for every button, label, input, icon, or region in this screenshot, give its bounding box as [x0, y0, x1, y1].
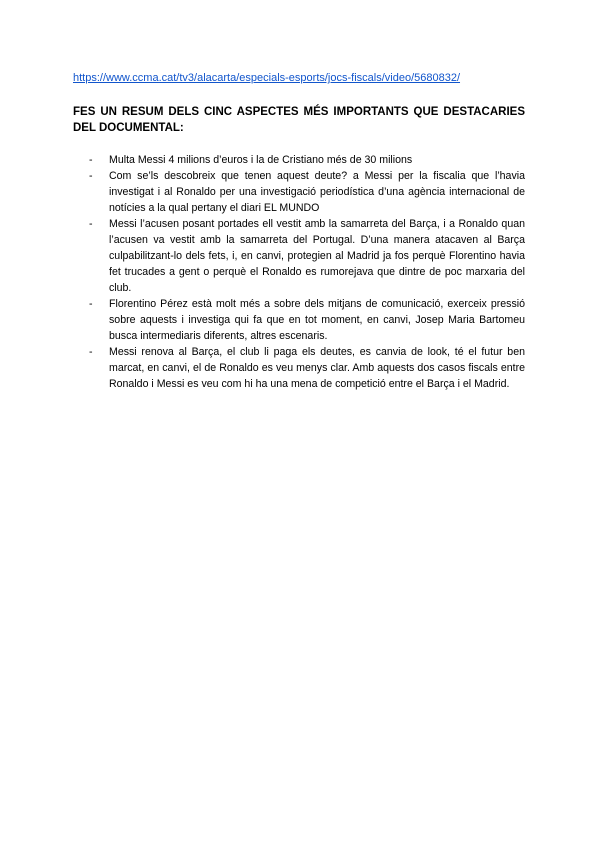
- bullet-dash: -: [89, 154, 93, 166]
- bullet-dash: -: [89, 218, 93, 230]
- list-item: [89, 168, 525, 216]
- list-item-text: Multa Messi 4 milions d’euros i la de Cristiano més de 30 milions: [109, 154, 413, 166]
- question-heading: FES UN RESUM DELS CINC ASPECTES MÉS IMPORTANTS QUE DESTACARIES DEL DOCUMENTAL:: [73, 106, 525, 134]
- summary-list: [89, 152, 525, 392]
- list-item: [89, 296, 525, 344]
- list-item: [89, 152, 525, 168]
- list-item: [89, 216, 525, 296]
- list-item-text: Messi renova al Barça, el club li paga els deutes, es canvia de look, té el futur ben marcat, en canvi, el de Ronaldo es veu menys clar. Amb aquests dos casos fiscals entre Ronaldo i Messi es veu com hi ha una mena de competició entre el Barça i el Madrid.: [109, 346, 525, 390]
- bullet-dash: -: [89, 298, 93, 310]
- bullet-dash: -: [89, 170, 93, 182]
- list-item: [89, 344, 525, 392]
- list-item-text: Florentino Pérez està molt més a sobre dels mitjans de comunicació, exerceix pressió sobre aquests i investiga qui fa que en tot moment, en canvi, Josep Maria Bartomeu busca intermediaris diferents, altres escenaris.: [109, 298, 525, 342]
- list-item-text: Messi l’acusen posant portades ell vestit amb la samarreta del Barça, i a Ronaldo quan l’acusen va vestit amb la samarreta del Portugal. D’una manera atacaven al Barça culpabilitzant-lo dels fets, i, en canvi, protegien al Madrid ja fos perquè Florentino havia fet trucades a gent o perquè el Ronaldo es rumorejava que dintre de poc marxaria del club.: [109, 218, 525, 294]
- list-item-text: Com se’ls descobreix que tenen aquest deute? a Messi per la fiscalia que l’havia investigat i al Ronaldo per una investigació periodística d’una agència internacional de notícies a la qual pertany el diari EL MUNDO: [109, 170, 525, 214]
- documentary-link[interactable]: https://www.ccma.cat/tv3/alacarta/especials-esports/jocs-fiscals/video/5680832/: [73, 72, 461, 84]
- bullet-dash: -: [89, 346, 93, 358]
